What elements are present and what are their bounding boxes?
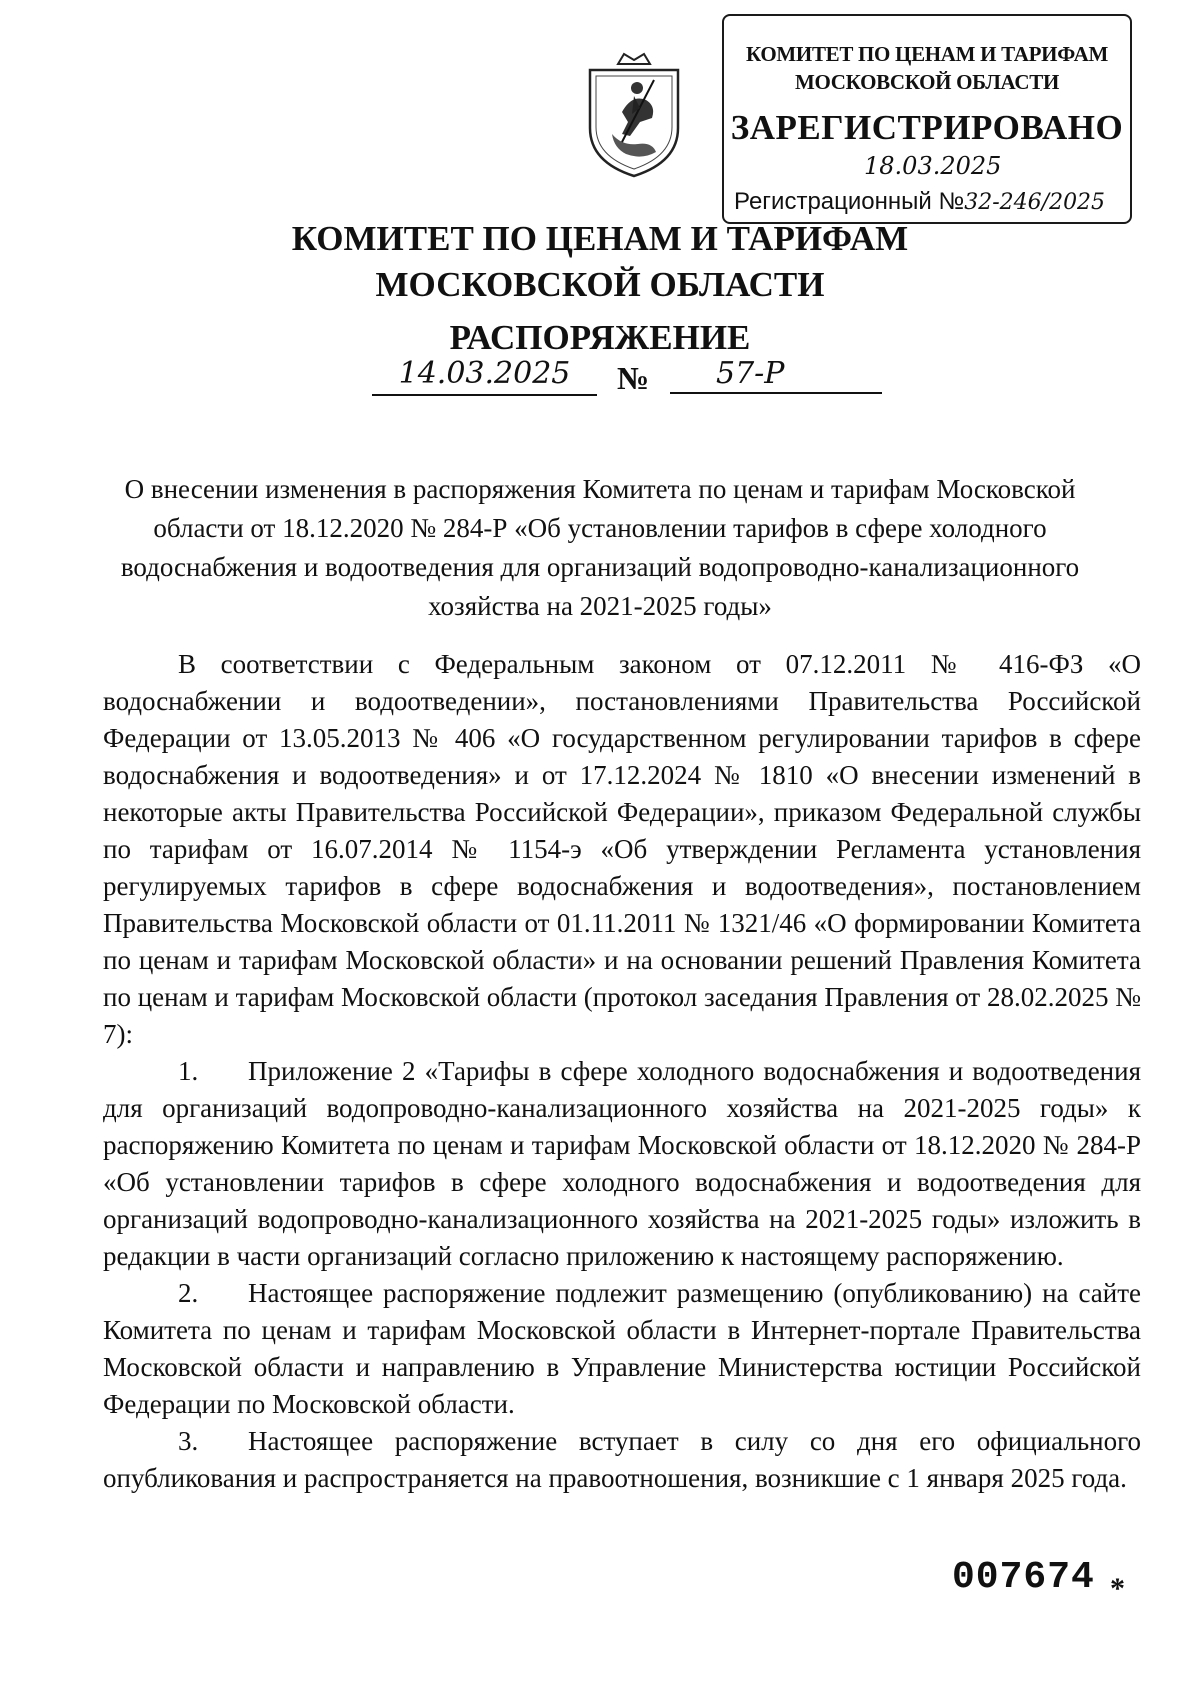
organization-title xyxy=(0,216,1200,308)
stamp-regno xyxy=(734,188,1105,216)
registration-stamp xyxy=(722,14,1132,224)
number-label: № xyxy=(617,360,650,396)
item-number: 2. xyxy=(178,1278,199,1308)
org-line-2: МОСКОВСКОЙ ОБЛАСТИ xyxy=(375,265,825,304)
item-text: Приложение 2 «Тарифы в сфере холодного водоснабжения и водоотведения для организаций водопроводно-канализационного хозяйства на 2021-2025 годы» к распоряжению Комитета по ценам и тарифам Московской области от 18.12.2020 № 284-Р «Об установлении тарифов в сфере холодного водоснабжения и водоотведения для организаций водопроводно-канализационного хозяйства на 2021-2025 годы» изложить в редакции в части организаций согласно приложению к настоящему распоряжению. xyxy=(103,1056,1141,1271)
stamp-status: ЗАРЕГИСТРИРОВАНО xyxy=(730,108,1124,147)
stamp-regno-value: 32-246/2025 xyxy=(964,190,1106,215)
item-number: 1. xyxy=(178,1056,199,1086)
serial-number: 007674 xyxy=(952,1556,1095,1599)
stamp-org: КОМИТЕТ ПО ЦЕНАМ И ТАРИФАМ МОСКОВСКОЙ ОБЛАСТИ xyxy=(745,42,1109,94)
list-item xyxy=(103,1053,1141,1275)
preamble: В соответствии с Федеральным законом от 07.12.2011 № 416-ФЗ «О водоснабжении и водоотведении», постановлениями Правительства Российской Федерации от 13.05.2013 № 406 «О государственном регулировании тарифов в сфере водоснабжения и водоотведения» и от 17.12.2024 № 1810 «О внесении изменений в некоторые акты Правительства Российской Федерации», приказом Федеральной службы по тарифам от 16.07.2014 № 1154-э «Об утверждении Регламента установления регулируемых тарифов в сфере водоснабжения и водоотведения», постановлением Правительства Московской области от 01.11.2011 № 1321/46 «О формировании Комитета по ценам и тарифам Московской области» и на основании решений Правления Комитета по ценам и тарифам Московской области (протокол заседания Правления от 28.02.2025 № 7): xyxy=(103,649,1141,1049)
document-number: 57-Р xyxy=(670,356,882,394)
document-body xyxy=(103,646,1141,1497)
stamp-regno-label: Регистрационный № xyxy=(734,188,965,215)
document-subject: О внесении изменения в распоряжения Комитета по ценам и тарифам Московской области от 18.12.2020 № 284-Р «Об установлении тарифов в сфере холодного водоснабжения и водоотведения для организаций водопроводно-канализационного хозяйства на 2021-2025 годы» xyxy=(120,474,1080,621)
list-item xyxy=(103,1275,1141,1423)
item-text: Настоящее распоряжение вступает в силу со дня его официального опубликования и распространяется на правоотношения, возникшие с 1 января 2025 года. xyxy=(103,1426,1141,1493)
list-item xyxy=(103,1423,1141,1497)
item-number: 3. xyxy=(178,1426,199,1456)
document-date-number xyxy=(372,356,882,400)
item-text: Настоящее распоряжение подлежит размещению (опубликованию) на сайте Комитета по ценам и тарифам Московской области в Интернет-портале Правительства Московской области и направлению в Управление Министерства юстиции Российской Федерации по Московской области. xyxy=(103,1278,1141,1419)
stamp-date: 18.03.2025 xyxy=(864,152,1002,180)
org-line-1: КОМИТЕТ ПО ЦЕНАМ И ТАРИФАМ xyxy=(291,219,909,258)
coat-of-arms-icon xyxy=(582,50,686,180)
document-date: 14.03.2025 xyxy=(372,356,597,396)
asterisk-mark: * xyxy=(1110,1572,1125,1605)
document-type: РАСПОРЯЖЕНИЕ xyxy=(449,318,751,357)
